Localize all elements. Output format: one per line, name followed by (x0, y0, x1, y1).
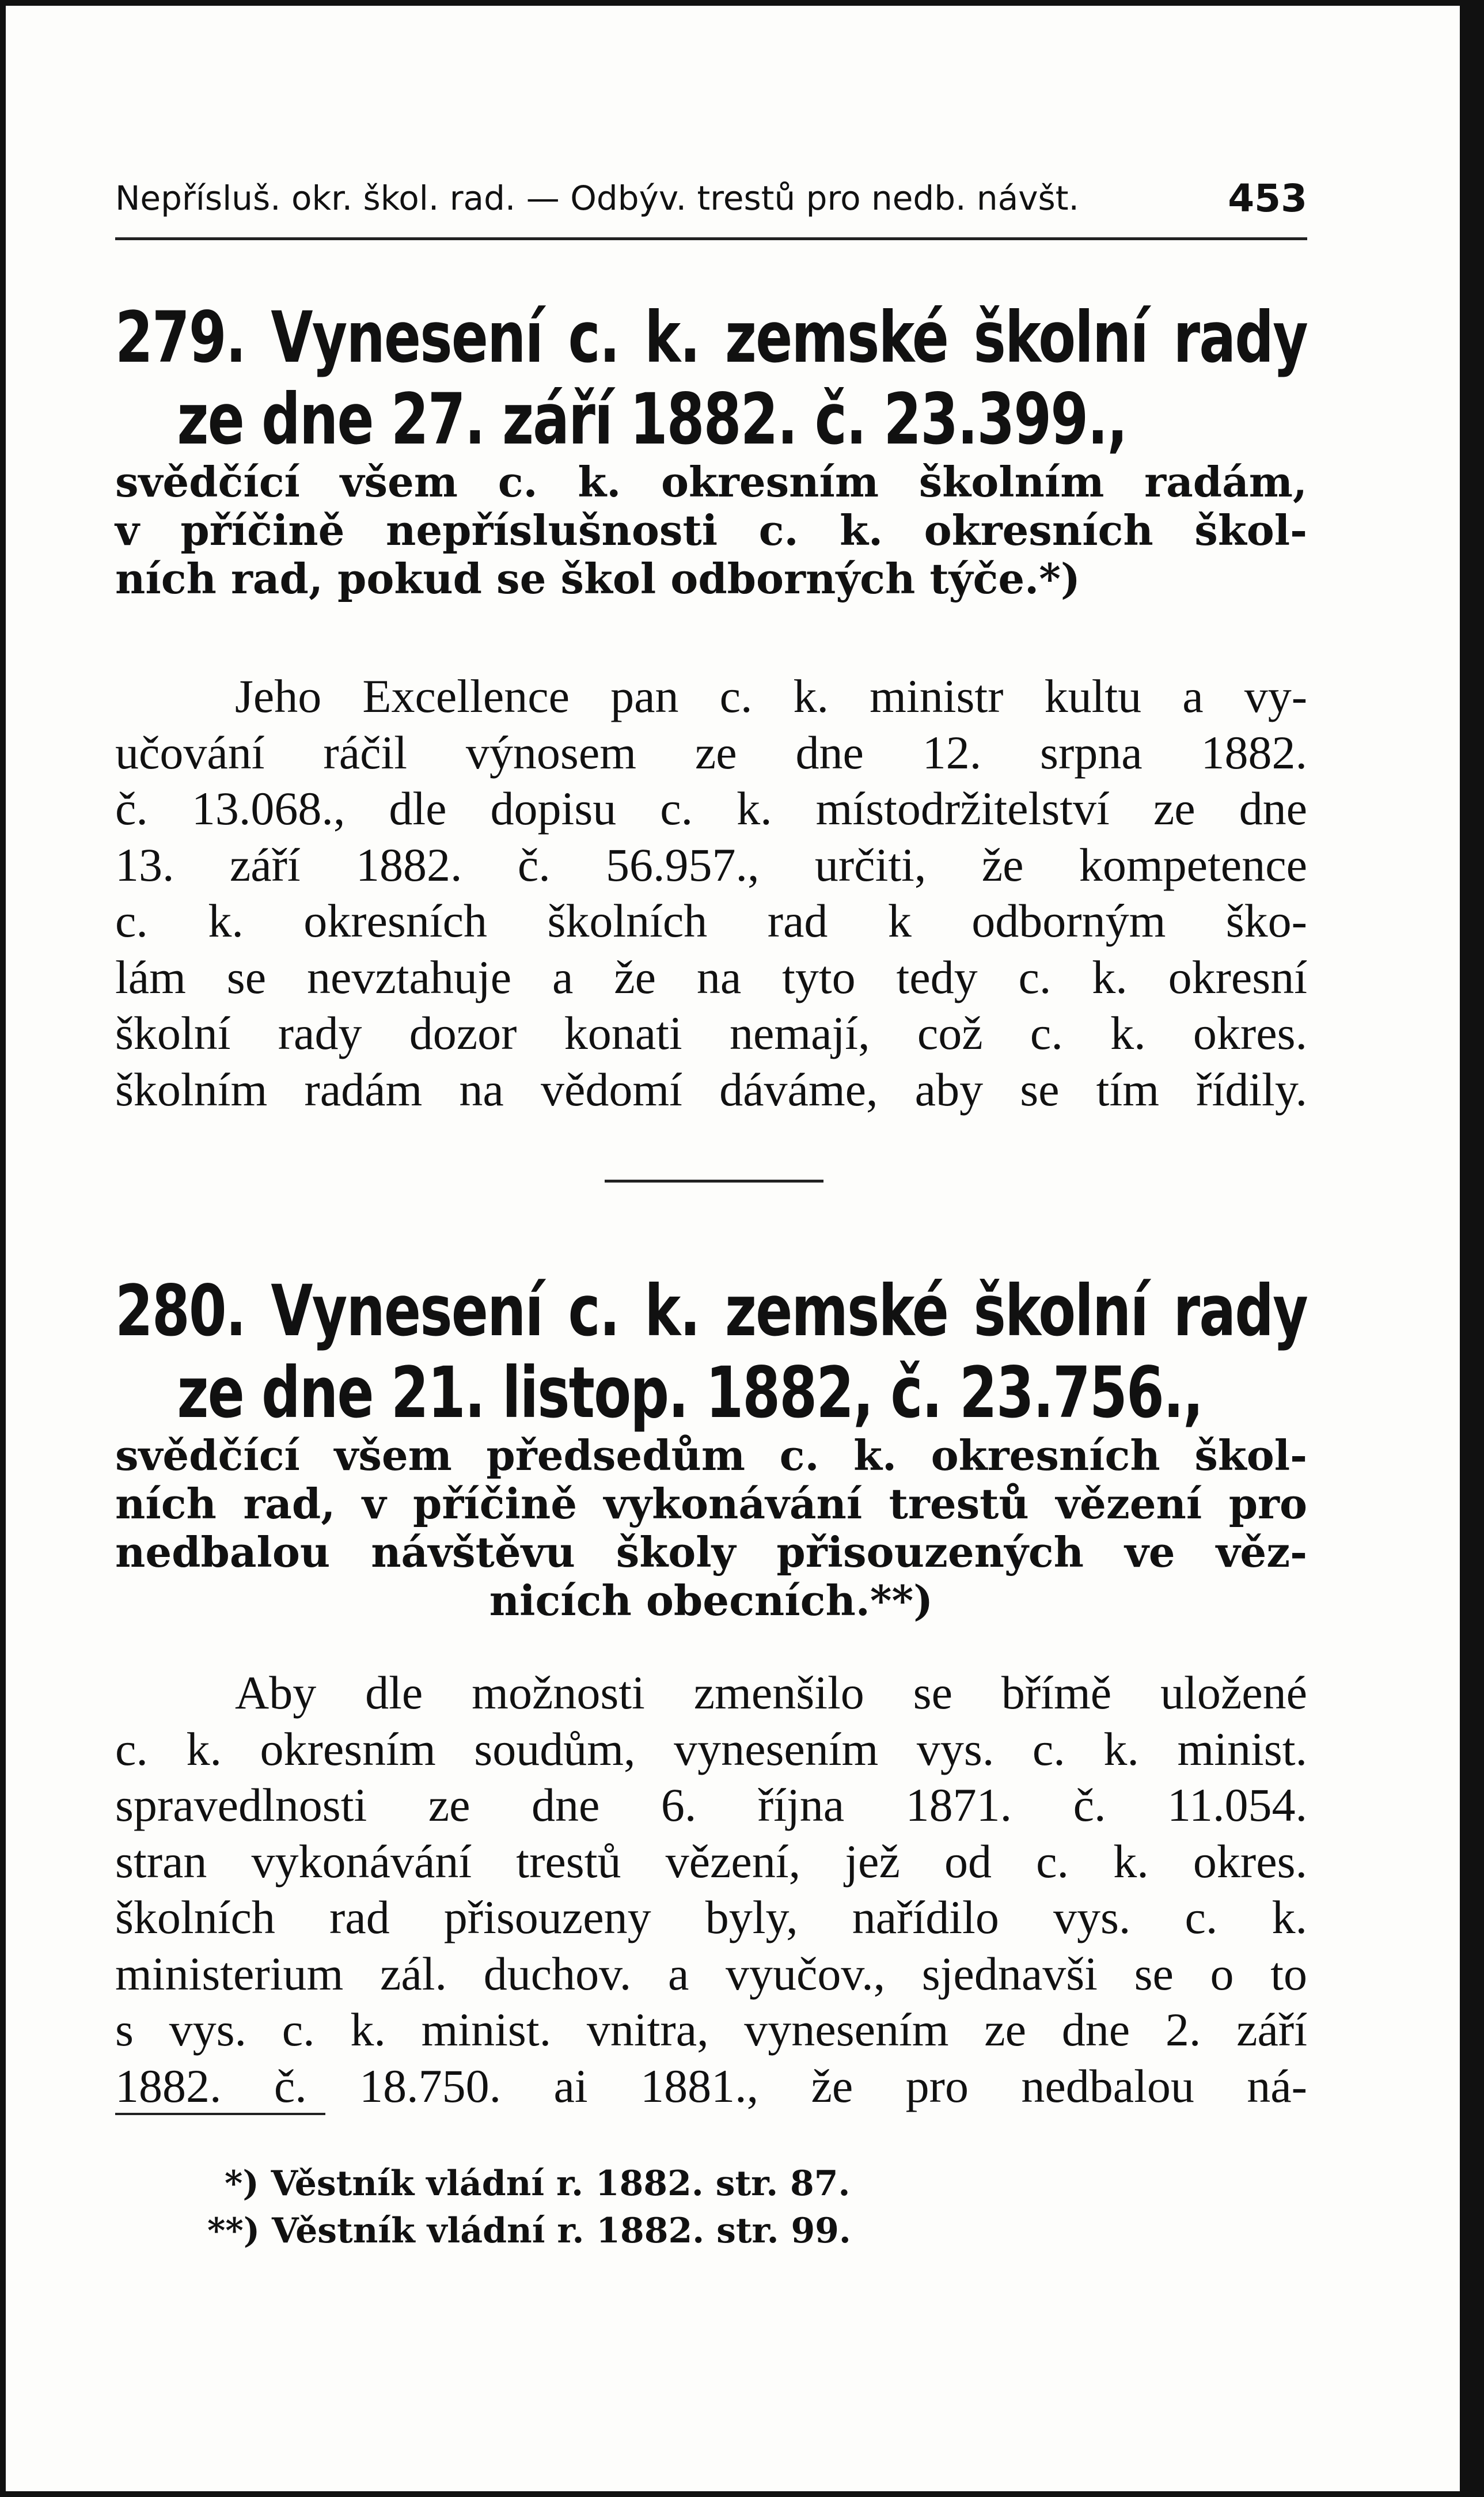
section-280-body-line: Aby dle možnosti zmenšilo se břímě uložené (235, 1666, 1307, 1719)
section-279-body-line: Jeho Excellence pan c. k. ministr kultu a vy- (235, 670, 1307, 722)
section-280-body-line: spravedlnosti ze dne 6. října 1871. č. 11.054. (115, 1779, 1307, 1831)
running-head-text: Nepřísluš. okr. škol. rad. — Odbýv. trestů pro nedb. návšt. (115, 179, 1079, 218)
section-280-body-line: stran vykonávání trestů vězení, jež od c. k. okres. (115, 1835, 1307, 1888)
section-280-title (115, 1270, 1307, 1434)
section-280-body (115, 1665, 1307, 2114)
section-279-title-line-1: 279. Vynesení c. k. zemské školní rady (115, 297, 1308, 378)
section-279-subtitle-line: v příčině nepříslušnosti c. k. okresních škol- (115, 506, 1307, 555)
section-280-subtitle-line: nedbalou návštěvu školy přisouzených ve věz- (115, 1528, 1307, 1577)
section-280-body-line: školních rad přisouzeny byly, nařídilo vys. c. k. (115, 1891, 1307, 1943)
section-280-body-line: ministerium zál. duchov. a vyučov., sjednavši se o to (115, 1947, 1307, 2000)
section-280-title-line-1: 280. Vynesení c. k. zemské školní rady (115, 1270, 1308, 1352)
section-280-subtitle-line: svědčící všem předsedům c. k. okresních škol- (115, 1431, 1307, 1480)
section-279-subtitle (115, 458, 1307, 603)
document-page (6, 6, 1460, 2491)
section-280-body-line: 1882. č. 18.750. ai 1881., že pro nedbalou ná- (115, 2059, 1307, 2112)
section-280-subtitle (115, 1431, 1307, 1625)
section-280-subtitle-line: nicích obecních.**) (489, 1576, 933, 1625)
section-279-body-line: 13. září 1882. č. 56.957., určiti, že kompetence (115, 838, 1307, 891)
section-279-body-line: č. 13.068., dle dopisu c. k. místodržitelství ze dne (115, 782, 1307, 835)
section-279-body-line: lám se nevztahuje a že na tyto tedy c. k. okresní (115, 950, 1307, 1003)
footnote-rule (115, 2113, 325, 2115)
section-280-body-line: c. k. okresním soudům, vynesením vys. c. k. minist. (115, 1722, 1307, 1775)
section-280-subtitle-line: ních rad, v příčině vykonávání trestů vězení pro (115, 1479, 1307, 1528)
footnotes (207, 2160, 851, 2255)
section-separator (605, 1180, 823, 1183)
section-279-body (115, 668, 1307, 1117)
section-279-subtitle-line: ních rad, pokud se škol odborných týče.*) (115, 554, 1080, 603)
section-279-body-line: školním radám na vědomí dáváme, aby se tím řídily. (115, 1063, 1307, 1116)
header-rule (115, 237, 1307, 240)
section-279-body-line: c. k. okresních školních rad k odborným ško- (115, 895, 1307, 947)
section-279-title-line-2: ze dne 27. září 1882. č. 23.399., (177, 378, 1127, 460)
section-279-subtitle-line: svědčící všem c. k. okresním školním radám, (115, 457, 1307, 506)
footnote-2: **) Věstník vládní r. 1882. str. 99. (207, 2211, 851, 2251)
running-head (115, 176, 1307, 221)
footnote-1: *) Věstník vládní r. 1882. str. 87. (225, 2163, 851, 2204)
section-280-title-line-2: ze dne 21. listop. 1882, č. 23.756., (177, 1352, 1203, 1434)
section-280-body-line: s vys. c. k. minist. vnitra, vynesením ze dne 2. září (115, 2003, 1307, 2056)
page-number: 453 (1228, 176, 1307, 221)
section-279-title (115, 297, 1307, 460)
section-279-body-line: školní rady dozor konati nemají, což c. k. okres. (115, 1007, 1307, 1059)
section-279-body-line: učování ráčil výnosem ze dne 12. srpna 1882. (115, 726, 1307, 779)
